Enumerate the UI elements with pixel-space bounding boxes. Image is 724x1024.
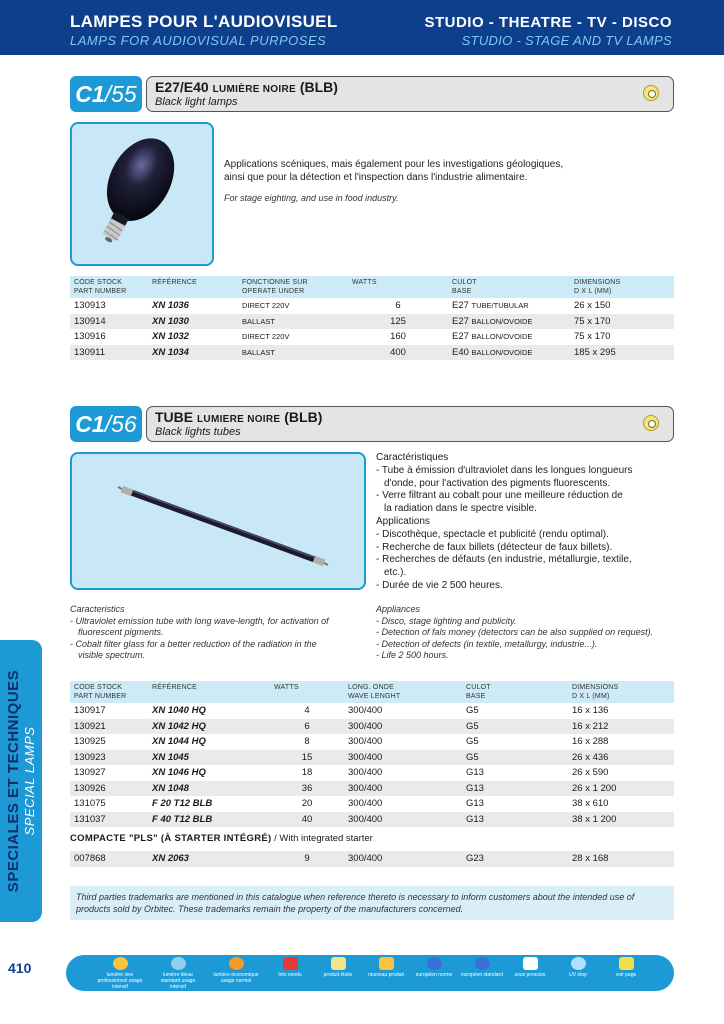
sun-icon <box>229 957 244 970</box>
header-subtitle: LAMPS FOR AUDIOVISUAL PURPOSES <box>70 33 327 48</box>
legend-item: européen standard <box>458 957 506 978</box>
target-icon <box>643 85 659 101</box>
best-seller-icon <box>283 957 298 970</box>
table-row: 130925 XN 1044 HQ 8 300/400 G5 16 x 288 <box>70 734 674 750</box>
euro-standard-icon <box>475 957 490 970</box>
blb-tubes-table <box>70 681 674 827</box>
col-watts: WATTS <box>270 681 344 703</box>
section2-description-en-left: Caracteristics - Ultraviolet emission tube with long wave-length, for activation of fluorescent pigments. - Cobalt filter glass for a better reduction of the radiation in the visible spectrum. <box>70 604 329 660</box>
table-row: 130916 XN 1032 DIRECT 220V 160 E27 BALLON/OVOIDE 75 x 170 <box>70 329 674 345</box>
trademark-disclaimer: Third parties trademarks are mentioned in this catalogue when reference thereto is necessary to inform customers about the intended use of products sold by Orbitec. These trademarks remain the property of the manufacturers concerned. <box>70 886 674 920</box>
legend-item: produit étoile <box>314 957 362 978</box>
page-header <box>0 0 724 55</box>
header-category-subtitle: STUDIO - STAGE AND TV LAMPS <box>461 33 672 48</box>
table-row: 130911 XN 1034 BALLAST 400 E40 BALLON/OVOIDE 185 x 295 <box>70 345 674 361</box>
table-header-row <box>70 276 674 298</box>
bulb-photo <box>70 122 214 266</box>
light-bulb-icon <box>113 957 128 970</box>
legend-item: très vendu <box>266 957 314 978</box>
section-title-box <box>146 76 674 112</box>
euro-norm-icon <box>427 957 442 970</box>
info-icon <box>619 957 634 970</box>
blb-lamps-table <box>70 276 674 360</box>
section-subtitle: Black lights tubes <box>155 426 241 438</box>
col-dimensions: DIMENSIONS D X L (MM) <box>570 276 674 298</box>
col-operate: FONCTIONNE SUR OPERATE UNDER <box>238 276 348 298</box>
legend-footer <box>66 955 674 991</box>
col-base: CULOT BASE <box>462 681 568 703</box>
table-row: 130927 XN 1046 HQ 18 300/400 G13 26 x 590 <box>70 765 674 781</box>
section2-description-en-right: Appliances - Disco, stage lighting and publicity. - Detection of fals money (detectors can be also supplied on request). - Detection of defects (in textile, metallurgy, industrie...). - Life 2 500 hours. <box>376 604 654 660</box>
product-icon <box>379 957 394 970</box>
table-row: 131037 F 40 T12 BLB 40 300/400 G13 38 x 1 200 <box>70 812 674 828</box>
section-title-box <box>146 406 674 442</box>
section-title: TUBE LUMIERE NOIRE (BLB) <box>155 409 323 425</box>
table-row: 131075 F 20 T12 BLB 20 300/400 G13 38 x 610 <box>70 796 674 812</box>
table-row: 007868 XN 2063 9 300/400 G23 28 x 168 <box>70 851 674 867</box>
col-code: CODE STOCK PART NUMBER <box>70 681 148 703</box>
legend-item: UV stop <box>554 957 602 978</box>
category-side-label: SPECIALES ET TECHNIQUES SPECIAL LAMPS <box>5 669 37 893</box>
legend-item: sous pression <box>506 957 554 978</box>
col-dimensions: DIMENSIONS D X L (MM) <box>568 681 674 703</box>
section-subtitle: Black light lamps <box>155 96 238 108</box>
target-icon <box>643 415 659 431</box>
legend-item: lumière bleue standard usage intensif <box>154 957 202 990</box>
section1-description: Applications scéniques, mais également pour les investigations géologiques, ainsi que pour la détection et l'inspection dans l'industrie alimentaire. For stage eighting, and use in food industry. <box>224 159 564 203</box>
page-number: 410 <box>8 960 32 976</box>
section2-description-fr: Caractéristiques - Tube à émission d'ultraviolet dans les longues longueurs d'onde, pour l'activation des pigments fluorescents. - Verre filtrant au cobalt pour une meilleure réduction de la radiation dans le spectre visible. Applications - Discothèque, spectacle et publicité (rendu optimal). - Recherche de faux billets (détecteur de faux billets). - Recherches de défauts (en industrie, métallurgie, textile, etc.). - Durée de vie 2 500 heures. <box>376 452 633 591</box>
section-code: C1 /55 <box>70 76 142 112</box>
table-row: 130923 XN 1045 15 300/400 G5 26 x 436 <box>70 750 674 766</box>
table-header-row <box>70 681 674 703</box>
legend-item: européen norme <box>410 957 458 978</box>
tube-photo <box>70 452 366 590</box>
col-watts: WATTS <box>348 276 448 298</box>
star-icon <box>331 957 346 970</box>
section-code: C1 /56 <box>70 406 142 442</box>
table-row: 130926 XN 1048 36 300/400 G13 26 x 1 200 <box>70 781 674 797</box>
legend-item: nouveau produit <box>362 957 410 978</box>
compact-pls-heading: COMPACTE "PLS" (À STARTER INTÉGRÉ) / With integrated starter <box>70 833 373 844</box>
section-header-c155 <box>70 76 674 112</box>
col-code: CODE STOCK PART NUMBER <box>70 276 148 298</box>
section-header-c156 <box>70 406 674 442</box>
compact-pls-table <box>70 851 674 867</box>
header-category: STUDIO - THEATRE - TV - DISCO <box>424 14 672 31</box>
col-reference: RÉFÉRENCE <box>148 276 238 298</box>
black-light-bulb-image <box>72 124 212 264</box>
section-title: E27/E40 LUMIÈRE NOIRE (BLB) <box>155 79 338 95</box>
legend-item: lumière économique usage normal <box>212 957 260 984</box>
legend-item: lumière vive professionnel usage intensif <box>96 957 144 990</box>
table-row: 130913 XN 1036 DIRECT 220V 6 E27 TUBE/TUBULAR 26 x 150 <box>70 298 674 314</box>
legend-item: voir page <box>602 957 650 978</box>
black-light-tube-image <box>72 454 364 588</box>
blue-light-icon <box>171 957 186 970</box>
col-base: CULOT BASE <box>448 276 570 298</box>
uv-icon <box>571 957 586 970</box>
table-row: 130917 XN 1040 HQ 4 300/400 G5 16 x 136 <box>70 703 674 719</box>
pressure-icon <box>523 957 538 970</box>
table-row: 130914 XN 1030 BALLAST 125 E27 BALLON/OVOIDE 75 x 170 <box>70 314 674 330</box>
table-row: 130921 XN 1042 HQ 6 300/400 G5 16 x 212 <box>70 719 674 735</box>
header-title: LAMPES POUR L'AUDIOVISUEL <box>70 12 338 31</box>
col-reference: RÉFÉRENCE <box>148 681 270 703</box>
col-wavelength: LONG. ONDE WAVE LENGHT <box>344 681 462 703</box>
